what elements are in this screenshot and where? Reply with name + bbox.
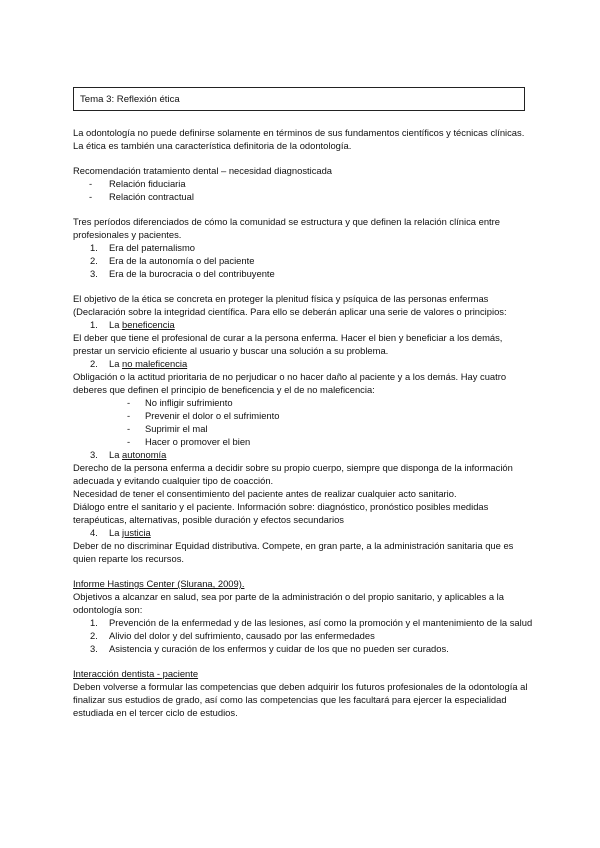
list-item: - No infligir sufrimiento [73, 396, 533, 409]
list-item: - Prevenir el dolor o el sufrimiento [73, 409, 533, 422]
periodos-list [73, 241, 533, 280]
hastings-paragraph: Objetivos a alcanzar en salud, sea por parte de la administración o del propio sanitario, y aplicables a la odontología son: [73, 591, 504, 615]
list-item: - Relación contractual [73, 190, 533, 203]
list-item: - Suprimir el mal [73, 422, 533, 435]
title-box [73, 87, 525, 111]
list-item: - Relación fiduciaria [73, 177, 533, 190]
list-item: 1. Era del paternalismo [90, 242, 195, 253]
principios-paragraph: El objetivo de la ética se concreta en proteger la plenitud física y psíquica de las personas enfermas (Declaración sobre la integridad científica. Para ello se deberán aplicar una serie de valores o principios: [73, 293, 507, 317]
list-item: 2. Era de la autonomía o del paciente [90, 255, 255, 266]
hastings-heading: Informe Hastings Center (Slurana, 2009). [73, 578, 245, 589]
page-title: Tema 3: Reflexión ética [80, 94, 180, 105]
interaccion-paragraph: Deben volverse a formular las competencias que deben adquirir los futuros profesionales de la odontología al finalizar sus estudios de grado, así como las competencias que les facultará para ejercer la especialidad estudiada en el tercer ciclo de estudios. [73, 681, 528, 718]
principio-beneficencia: 1. La beneficencia [90, 319, 175, 330]
justicia-desc: Deber de no discriminar Equidad distributiva. Compete, en gran parte, a la administración sanitaria que es quien reparte los recursos. [73, 540, 514, 564]
document-body [73, 126, 533, 719]
hastings-list [73, 616, 533, 655]
beneficencia-desc: El deber que tiene el profesional de curar a la persona enferma. Hacer el bien y beneficiar a los demás, prestar un servicio eficiente al usuario y buscar una solución a su problema. [73, 332, 503, 356]
deberes-list [73, 396, 533, 448]
list-item: - Hacer o promover el bien [73, 435, 533, 448]
periodos-paragraph: Tres períodos diferenciados de cómo la comunidad se estructura y que definen la relación clínica entre profesionales y pacientes. [73, 216, 500, 240]
autonomia-desc-3: Diálogo entre el sanitario y el paciente. Información sobre: diagnóstico, pronóstico posibles medidas terapéuticas, alternativas, posible duración y efectos secundarios [73, 501, 489, 525]
principios-list [73, 318, 533, 331]
list-item: 3. Era de la burocracia o del contribuyente [90, 268, 275, 279]
principio-no-maleficencia: 2. La no maleficencia [90, 358, 188, 369]
principio-justicia: 4. La justicia [90, 527, 151, 538]
recomendacion-heading: Recomendación tratamiento dental – necesidad diagnosticada [73, 165, 333, 176]
list-item: 1. Prevención de la enfermedad y de las lesiones, así como la promoción y el mantenimiento de la salud [90, 617, 533, 628]
list-item: 2. Alivio del dolor y del sufrimiento, causado por las enfermedades [90, 630, 375, 641]
recomendacion-list [73, 177, 533, 203]
no-maleficencia-desc: Obligación o la actitud prioritaria de no perjudicar o no hacer daño al paciente y a los demás. Hay cuatro deberes que definen el principio de beneficencia y el de no maleficencia: [73, 371, 507, 395]
list-item: 3. Asistencia y curación de los enfermos y cuidar de los que no pueden ser curados. [90, 643, 449, 654]
intro-paragraph: La odontología no puede definirse solamente en términos de sus fundamentos científicos y técnicas clínicas. La ética es también una característica definitoria de la odontología. [73, 127, 525, 151]
interaccion-heading: Interacción dentista - paciente [73, 668, 199, 679]
autonomia-desc-1: Derecho de la persona enferma a decidir sobre su propio cuerpo, siempre que disponga de la información adecuada y evitando cualquier tipo de coacción. [73, 462, 513, 486]
principio-autonomia: 3. La autonomía [90, 449, 167, 460]
autonomia-desc-2: Necesidad de tener el consentimiento del paciente antes de realizar cualquier acto sanitario. [73, 488, 457, 499]
